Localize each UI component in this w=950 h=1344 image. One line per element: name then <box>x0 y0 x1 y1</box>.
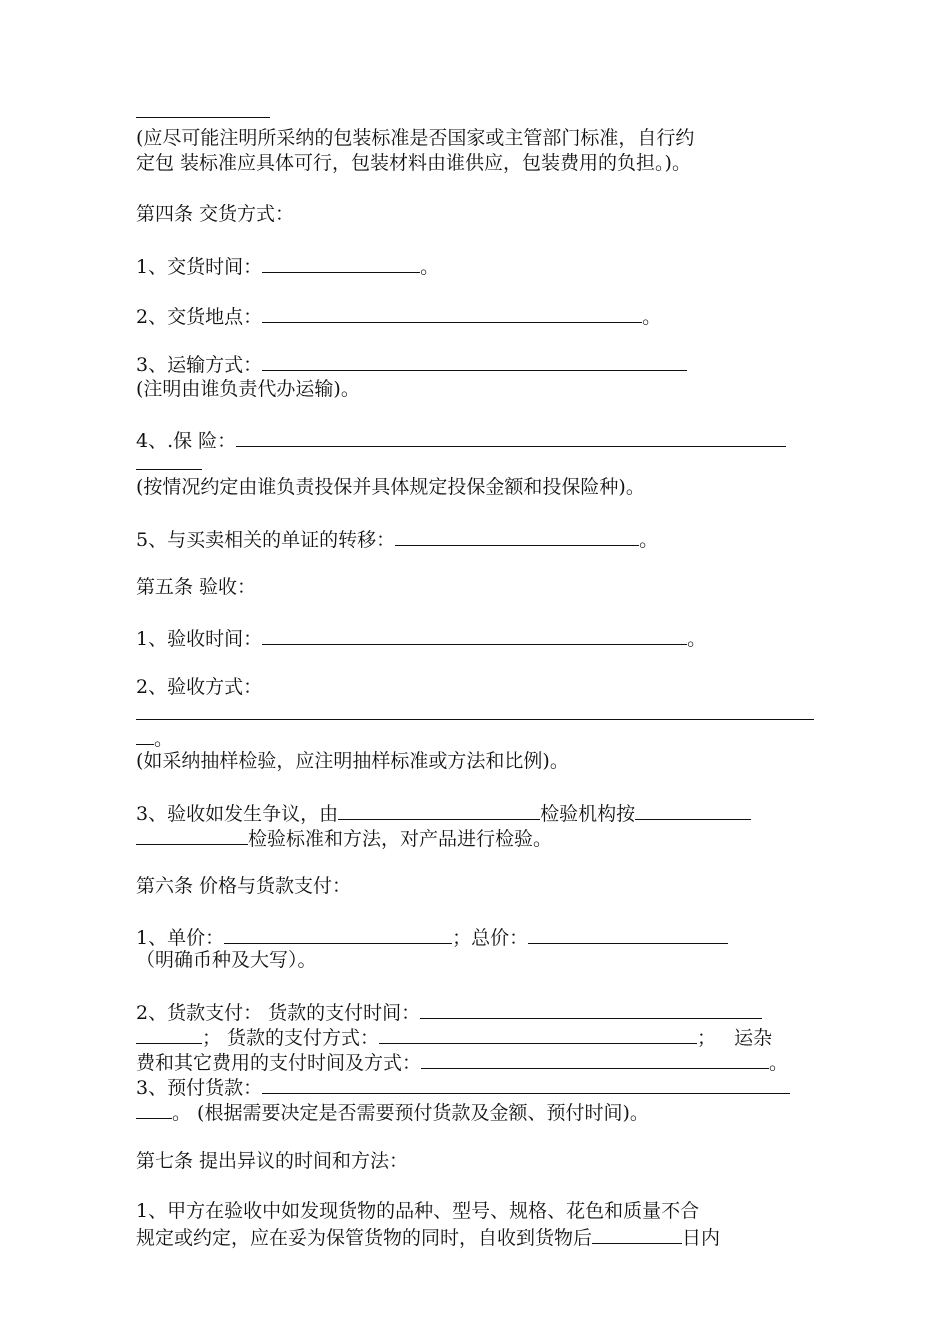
payment-time-label: 2、货款支付： 货款的支付时间： <box>136 1002 421 1024</box>
payment-line2 <box>136 1024 772 1049</box>
objection-line2 <box>136 1224 720 1249</box>
acceptance-method-field-cont <box>136 725 173 750</box>
payment-line3 <box>136 1049 788 1074</box>
transport-note: (注明由谁负责代办运输)。 <box>136 378 360 400</box>
period: 。 <box>420 256 440 278</box>
freight-payment-field[interactable] <box>421 1049 769 1069</box>
transport-line <box>136 351 687 376</box>
delivery-time-line <box>136 253 439 278</box>
delivery-time-label: 1、交货时间： <box>136 256 263 278</box>
unit-price-field[interactable] <box>224 924 452 944</box>
delivery-time-field[interactable] <box>262 253 420 273</box>
payment-line1 <box>136 999 762 1024</box>
payment-time-field[interactable] <box>420 999 762 1019</box>
insurance-label: 4、.保 险： <box>136 430 237 452</box>
objection-line1: 1、甲方在验收中如发现货物的品种、型号、规格、花色和质量不合 <box>136 1200 700 1222</box>
inspection-standard-field[interactable] <box>635 800 751 820</box>
total-price-label: ；总价： <box>452 927 529 949</box>
prepayment-field-cont[interactable] <box>136 1099 172 1119</box>
dispute-text3: 检验标准和方法，对产品进行检验。 <box>248 828 553 850</box>
insurance-line <box>136 427 786 452</box>
delivery-place-line <box>136 303 661 328</box>
article6-title: 第六条 价格与货款支付： <box>136 875 352 897</box>
article7-title: 第七条 提出异议的时间和方法： <box>136 1150 409 1172</box>
article4-title: 第四条 交货方式： <box>136 203 295 225</box>
period: 。 <box>769 1052 789 1074</box>
period: 。 <box>154 728 174 750</box>
article5-title: 第五条 验收： <box>136 576 257 598</box>
objection-text: 规定或约定，应在妥为保管货物的同时，自收到货物后 <box>136 1227 593 1249</box>
acceptance-method-label: 2、验收方式： <box>136 676 263 698</box>
unit-price-label: 1、单价： <box>136 927 225 949</box>
objection-days-field[interactable] <box>592 1224 682 1244</box>
period: 。 <box>687 628 707 650</box>
period: 。 <box>642 306 662 328</box>
acceptance-time-line <box>136 625 706 650</box>
documents-field[interactable] <box>395 526 639 546</box>
dispute-line2 <box>136 825 552 850</box>
separator: ； <box>697 1027 717 1049</box>
dispute-line1 <box>136 800 751 825</box>
price-note: （明确币种及大写）。 <box>136 949 317 971</box>
freight-label: 运杂 <box>734 1027 773 1049</box>
packaging-note-line2: 定包 装标准应具体可行，包装材料由谁供应，包装费用的负担。)。 <box>136 152 691 174</box>
insurance-field-cont[interactable] <box>136 450 202 475</box>
blank-line <box>136 98 270 123</box>
inspection-agency-field[interactable] <box>338 800 540 820</box>
payment-method-label: ； 货款的支付方式： <box>202 1027 380 1049</box>
prepayment-field[interactable] <box>262 1074 790 1094</box>
transport-field[interactable] <box>262 351 687 371</box>
dispute-text2: 检验机构按 <box>540 803 636 825</box>
inspection-standard-field-cont[interactable] <box>136 825 248 845</box>
prepayment-note: 。 (根据需要决定是否需要预付货款及金额、预付时间)。 <box>172 1102 649 1124</box>
prepayment-label: 3、预付货款： <box>136 1077 263 1099</box>
insurance-field[interactable] <box>236 427 786 447</box>
total-price-field[interactable] <box>528 924 728 944</box>
transport-label: 3、运输方式： <box>136 354 263 376</box>
acceptance-method-field[interactable] <box>136 700 814 725</box>
prepayment-line <box>136 1074 790 1099</box>
documents-label: 5、与买卖相关的单证的转移： <box>136 529 396 551</box>
packaging-note-line1: (应尽可能注明所采纳的包装标准是否国家或主管部门标准，自行约 <box>136 127 695 149</box>
delivery-place-label: 2、交货地点： <box>136 306 263 328</box>
period: 。 <box>639 529 659 551</box>
freight-payment-label: 费和其它费用的支付时间及方式： <box>136 1052 422 1074</box>
acceptance-time-label: 1、验收时间： <box>136 628 263 650</box>
delivery-place-field[interactable] <box>262 303 642 323</box>
days-label: 日内 <box>682 1227 721 1249</box>
price-line <box>136 924 728 949</box>
payment-time-field-cont[interactable] <box>136 1024 202 1044</box>
payment-method-field[interactable] <box>379 1024 697 1044</box>
documents-line <box>136 526 658 551</box>
dispute-text1: 3、验收如发生争议，由 <box>136 803 339 825</box>
acceptance-time-field[interactable] <box>262 625 687 645</box>
acceptance-method-note: (如采纳抽样检验，应注明抽样标准或方法和比例)。 <box>136 750 569 772</box>
prepayment-line2 <box>136 1099 649 1124</box>
insurance-note: (按情况约定由谁负责投保并具体规定投保金额和投保险种)。 <box>136 476 645 498</box>
